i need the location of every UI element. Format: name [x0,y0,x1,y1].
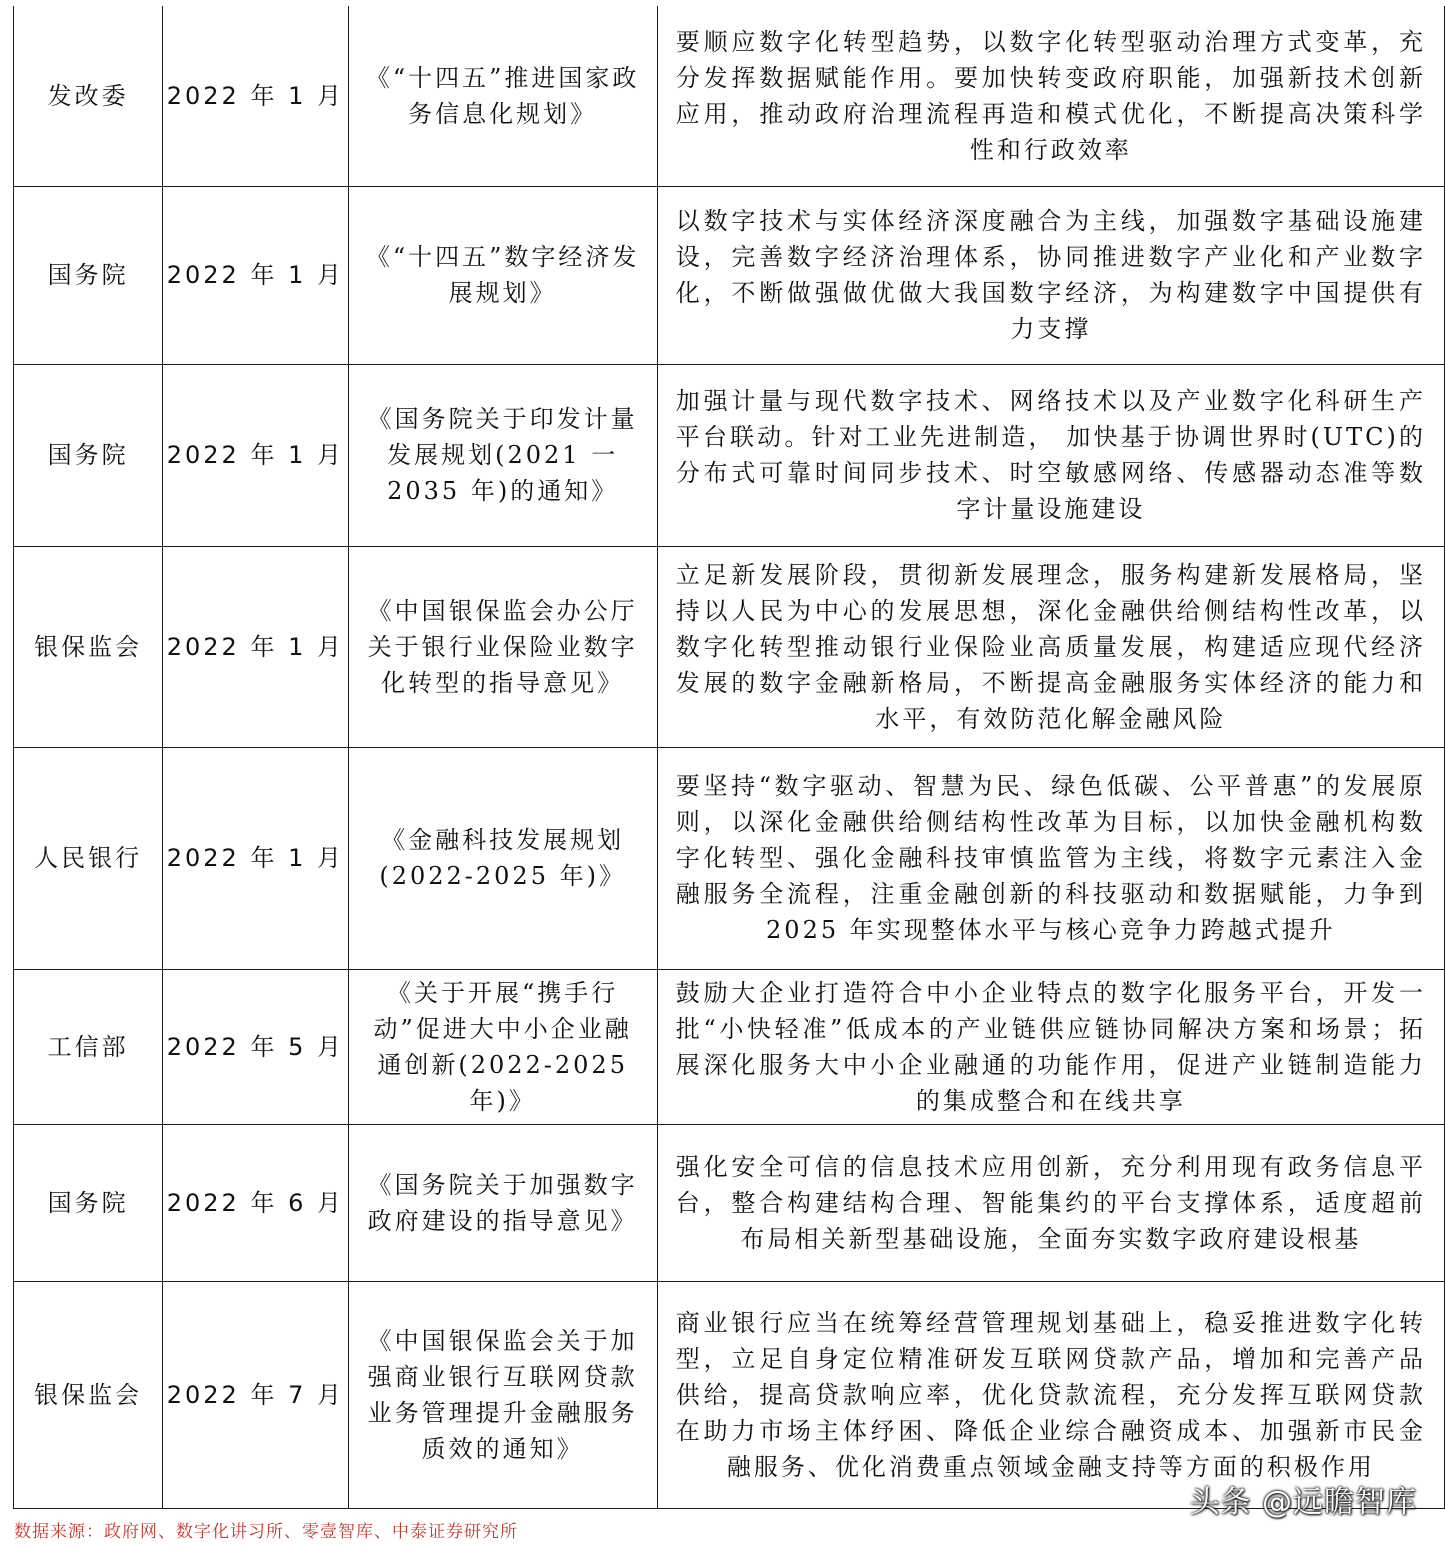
policy-table [13,6,1445,1509]
source-note: 数据来源：政府网、数字化讲习所、零壹智库、中泰证券研究所 [14,1522,518,1542]
document-cell: 《“十四五”推进国家政务信息化规划》 [348,6,657,186]
table-row [14,364,1445,546]
document-cell: 《关于开展“携手行动”促进大中小企业融通创新(2022-2025 年)》 [348,969,657,1124]
summary-cell: 要坚持“数字驱动、智慧为民、绿色低碳、公平普惠”的发展原则，以深化金融供给侧结构性改革为目标，以加快金融机构数字化转型、强化金融科技审慎监管为主线，将数字元素注入金融服务全流程，注重金融创新的科技驱动和数据赋能，力争到 2025 年实现整体水平与核心竞争力跨越式提升 [657,747,1444,969]
date-cell: 2022 年 1 月 [163,186,348,364]
summary-cell: 鼓励大企业打造符合中小企业特点的数字化服务平台，开发一批“小快轻准”低成本的产业链供应链协同解决方案和场景；拓展深化服务大中小企业融通的功能作用，促进产业链制造能力的集成整合和在线共享 [657,969,1444,1124]
document-cell: 《中国银保监会办公厅关于银行业保险业数字化转型的指导意见》 [348,546,657,747]
summary-cell: 立足新发展阶段，贯彻新发展理念，服务构建新发展格局，坚持以人民为中心的发展思想，深化金融供给侧结构性改革，以数字化转型推动银行业保险业高质量发展，构建适应现代经济发展的数字金融新格局，不断提高金融服务实体经济的能力和水平，有效防范化解金融风险 [657,546,1444,747]
table-row [14,969,1445,1124]
date-cell: 2022 年 7 月 [163,1281,348,1508]
agency-cell: 银保监会 [14,546,163,747]
document-cell: 《金融科技发展规划(2022-2025 年)》 [348,747,657,969]
date-cell: 2022 年 1 月 [163,546,348,747]
document-cell: 《国务院关于印发计量发展规划(2021 一 2035 年)的通知》 [348,364,657,546]
summary-cell: 商业银行应当在统筹经营管理规划基础上，稳妥推进数字化转型，立足自身定位精准研发互联网贷款产品，增加和完善产品供给，提高贷款响应率，优化贷款流程，充分发挥互联网贷款在助力市场主体纾困、降低企业综合融资成本、加强新市民金融服务、优化消费重点领域金融支持等方面的积极作用 [657,1281,1444,1508]
agency-cell: 国务院 [14,364,163,546]
date-cell: 2022 年 1 月 [163,6,348,186]
summary-cell: 要顺应数字化转型趋势，以数字化转型驱动治理方式变革，充分发挥数据赋能作用。要加快转变政府职能，加强新技术创新应用，推动政府治理流程再造和模式优化，不断提高决策科学性和行政效率 [657,6,1444,186]
summary-cell: 以数字技术与实体经济深度融合为主线，加强数字基础设施建设，完善数字经济治理体系，协同推进数字产业化和产业数字化，不断做强做优做大我国数字经济，为构建数字中国提供有力支撑 [657,186,1444,364]
table-row [14,1124,1445,1281]
date-cell: 2022 年 6 月 [163,1124,348,1281]
watermark: 头条 @远瞻智库 [1189,1485,1417,1520]
agency-cell: 发改委 [14,6,163,186]
date-cell: 2022 年 5 月 [163,969,348,1124]
agency-cell: 工信部 [14,969,163,1124]
table-row [14,186,1445,364]
agency-cell: 国务院 [14,186,163,364]
document-cell: 《国务院关于加强数字政府建设的指导意见》 [348,1124,657,1281]
agency-cell: 银保监会 [14,1281,163,1508]
table-row [14,747,1445,969]
summary-cell: 加强计量与现代数字技术、网络技术以及产业数字化科研生产平台联动。针对工业先进制造， 加快基于协调世界时(UTC)的分布式可靠时间同步技术、时空敏感网络、传感器动态准等数字计量设施建设 [657,364,1444,546]
summary-cell: 强化安全可信的信息技术应用创新，充分利用现有政务信息平台，整合构建结构合理、智能集约的平台支撑体系，适度超前布局相关新型基础设施，全面夯实数字政府建设根基 [657,1124,1444,1281]
date-cell: 2022 年 1 月 [163,364,348,546]
table-row [14,1281,1445,1508]
agency-cell: 国务院 [14,1124,163,1281]
table-row [14,546,1445,747]
agency-cell: 人民银行 [14,747,163,969]
date-cell: 2022 年 1 月 [163,747,348,969]
document-cell: 《“十四五”数字经济发展规划》 [348,186,657,364]
document-cell: 《中国银保监会关于加强商业银行互联网贷款业务管理提升金融服务质效的通知》 [348,1281,657,1508]
table-row [14,6,1445,186]
